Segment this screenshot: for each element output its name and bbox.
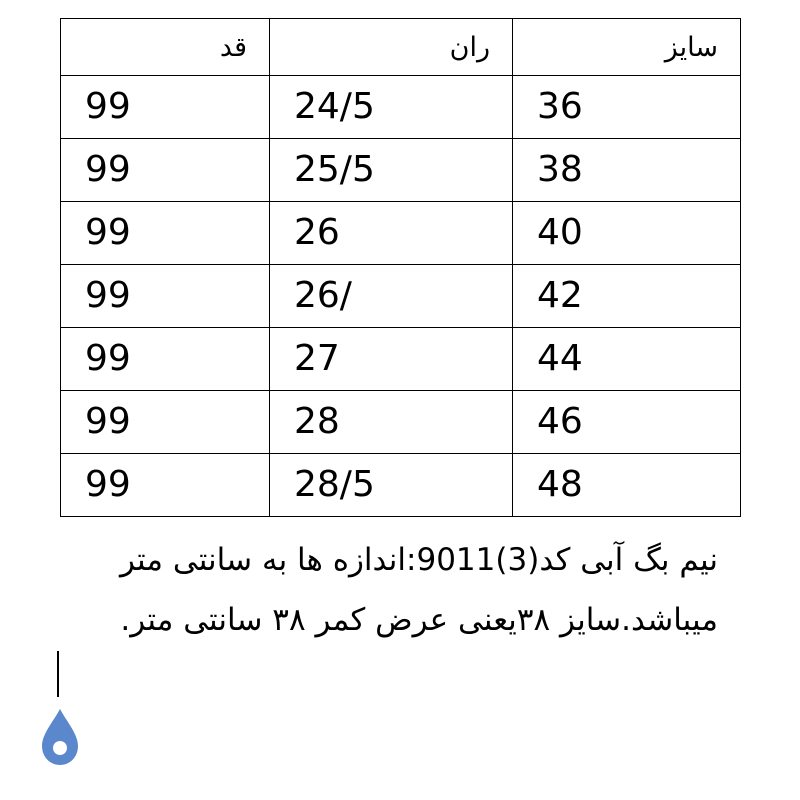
thigh-cell: 24/5 [270,76,513,139]
size-cell: 46 [513,391,741,454]
size-cell: 42 [513,265,741,328]
table-row [61,76,741,139]
size-cell: 36 [513,76,741,139]
thigh-cell: 25/5 [270,139,513,202]
table-header-row [61,19,741,76]
table-row [61,391,741,454]
table-row [61,454,741,517]
height-cell: 99 [61,454,270,517]
size-cell: 48 [513,454,741,517]
thigh-cell: 26 [270,202,513,265]
product-size-note[interactable]: نیم بگ آبی کد(3)9011:اندازه ها به سانتی متر میباشد.سایز ۳۸یعنی عرض کمر ۳۸ سانتی متر. [119,542,718,638]
height-cell: 99 [61,265,270,328]
header-height-cell: قد [61,19,270,76]
height-cell: 99 [61,202,270,265]
thigh-cell: 27 [270,328,513,391]
thigh-cell: 28 [270,391,513,454]
height-cell: 99 [61,391,270,454]
thigh-cell: 26/ [270,265,513,328]
thigh-cell: 28/5 [270,454,513,517]
size-cell: 44 [513,328,741,391]
header-thigh-cell: ران [270,19,513,76]
header-size-cell: سایز [513,19,741,76]
height-cell: 99 [61,328,270,391]
text-cursor-drop-handle-icon[interactable] [41,708,79,766]
size-cell: 38 [513,139,741,202]
text-cursor [57,651,59,697]
height-cell: 99 [61,139,270,202]
size-cell: 40 [513,202,741,265]
table-row [61,328,741,391]
table-row [61,202,741,265]
size-chart-table [60,18,741,517]
height-cell: 99 [61,76,270,139]
table-row [61,265,741,328]
table-row [61,139,741,202]
